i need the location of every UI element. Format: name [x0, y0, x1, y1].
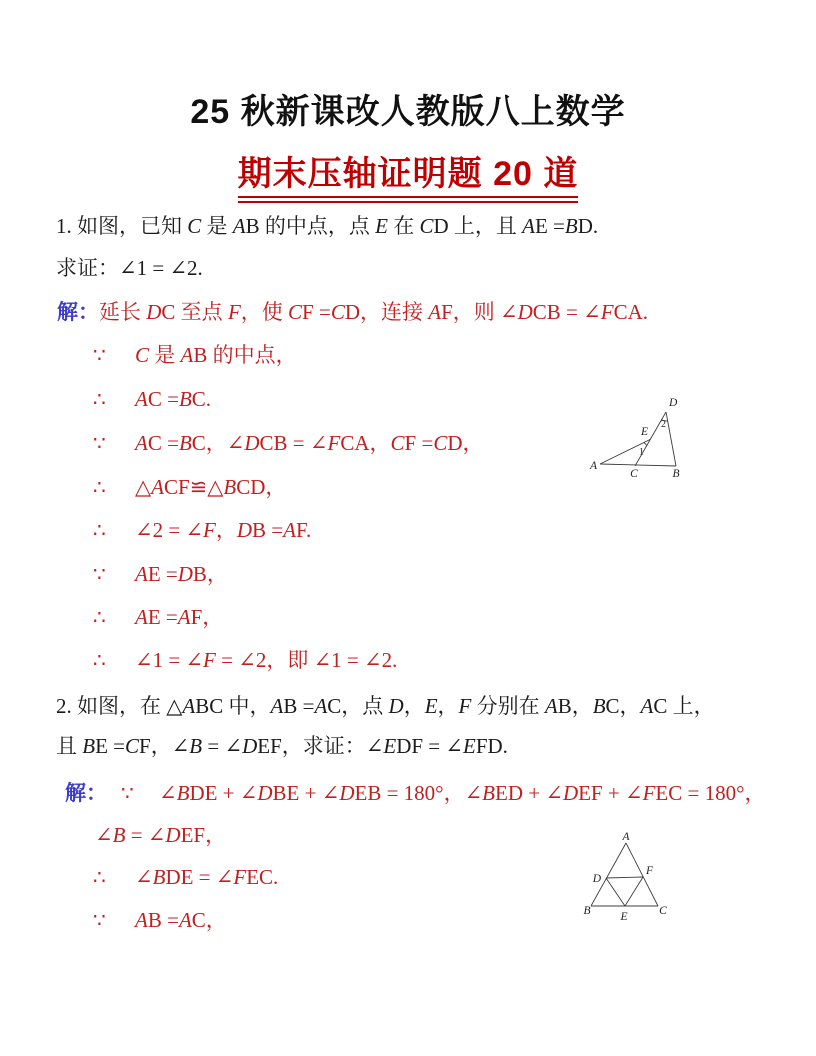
because-symbol: ∵	[121, 783, 134, 805]
proof-step-text: C 是 AB 的中点，	[135, 343, 297, 367]
problem2-statement-line2	[56, 733, 508, 759]
angle-label-1: 1	[639, 447, 644, 458]
vertex-label-b: B	[583, 905, 591, 917]
problem1-statement-text1: 1. 如图，已知 C 是 AB 的中点，点 E 在 CD 上，且 AE =BD.	[56, 214, 599, 238]
proof-step	[93, 864, 278, 891]
vertex-label-d: D	[669, 397, 678, 409]
problem1-prove-text: 求证：∠1 = ∠2.	[56, 256, 203, 280]
segment-EF	[625, 877, 643, 906]
proof-step-text: AE =AF，	[135, 605, 224, 629]
problem1-statement-line2	[56, 255, 203, 281]
proof-step	[93, 561, 228, 588]
because-symbol: ∵	[93, 564, 106, 586]
proof-step-text: AB =AC，	[135, 908, 227, 932]
vertex-label-c: C	[659, 905, 667, 917]
therefore-symbol: ∴	[93, 477, 106, 499]
therefore-symbol: ∴	[93, 867, 106, 889]
problem1-solution-intro	[57, 299, 648, 325]
because-symbol: ∵	[93, 910, 106, 932]
vertex-label-a: A	[589, 460, 597, 472]
solution-label: 解：	[57, 300, 99, 324]
proof-step-text: AC =BC.	[135, 387, 212, 411]
page-subtitle: 期末压轴证明题 20 道	[238, 146, 579, 203]
segment-DE	[606, 878, 625, 906]
problem2-statement-text2: 且 BE =CF，∠B = ∠DEF，求证：∠EDF = ∠EFD.	[56, 734, 508, 758]
proof-step	[93, 604, 223, 631]
vertex-label-e: E	[620, 911, 628, 923]
solution-label: 解：	[65, 781, 107, 805]
proof-step-text: ∠BDE = ∠FEC.	[135, 865, 279, 889]
proof-step	[93, 430, 484, 457]
angle1-arc	[644, 443, 647, 446]
figure-problem2-triangle-diagram	[575, 832, 675, 927]
proof-step-text: △ACF≌△BCD，	[135, 475, 287, 499]
vertex-label-e: E	[640, 426, 648, 438]
vertex-label-c: C	[630, 468, 638, 480]
therefore-symbol: ∴	[93, 520, 106, 542]
proof-step-text: ∠1 = ∠F = ∠2，即 ∠1 = ∠2.	[135, 648, 398, 672]
segment-AB	[600, 464, 676, 466]
proof-step	[93, 386, 211, 413]
proof-step-text: ∠BDE + ∠DBE + ∠DEB = 180°，∠BED + ∠DEF + ∠FEC = 180°，	[159, 781, 766, 805]
therefore-symbol: ∴	[93, 389, 106, 411]
solution-intro-text: 延长 DC 至点 F，使 CF =CD，连接 AF，则 ∠DCB = ∠FCA.	[99, 300, 648, 324]
proof-step	[93, 517, 311, 544]
proof-step	[93, 907, 227, 934]
segment-DF	[606, 877, 643, 878]
problem2-statement-text1: 2. 如图，在 △ABC 中，AB =AC，点 D，E，F 分别在 AB，BC，AC 上，	[56, 694, 715, 718]
proof-step-text: AE =DB，	[135, 562, 228, 586]
page-title: 25 秋新课改人教版八上数学	[190, 93, 626, 131]
proof-step	[93, 474, 286, 501]
proof-step	[93, 647, 397, 674]
because-symbol: ∵	[93, 345, 106, 367]
angle-label-2: 2	[661, 419, 666, 430]
because-symbol: ∵	[93, 433, 106, 455]
segment-DB	[666, 412, 676, 466]
figure-problem1-triangle-diagram	[585, 393, 697, 485]
vertex-label-b: B	[672, 468, 680, 480]
vertex-label-f: F	[646, 865, 654, 877]
problem2-statement-line1	[56, 693, 715, 719]
proof-step-text: ∠2 = ∠F，DB =AF.	[135, 518, 312, 542]
subtitle-container	[0, 146, 816, 203]
proof-step	[93, 342, 297, 369]
proof-step-text: ∠B = ∠DEF，	[95, 823, 227, 847]
therefore-symbol: ∴	[93, 607, 106, 629]
vertex-label-d: D	[592, 873, 601, 885]
problem1-statement-line1	[56, 213, 598, 239]
proof-step-text: AC =BC，∠DCB = ∠FCA，CF =CD，	[135, 431, 484, 455]
problem2-solution-line1	[65, 780, 765, 807]
vertex-label-a: A	[622, 832, 630, 843]
therefore-symbol: ∴	[93, 650, 106, 672]
proof-step	[95, 822, 226, 848]
